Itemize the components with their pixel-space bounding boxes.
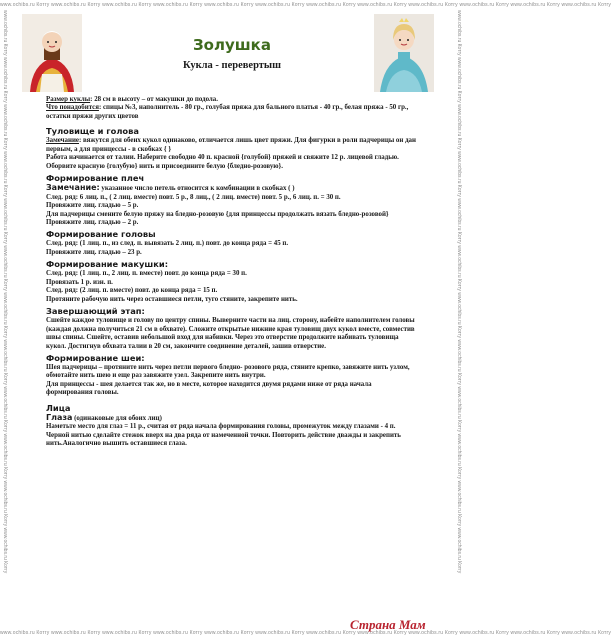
materials-line: Что понадобится: спицы №3, наполнитель - 80 гр., голубая пряжа для бального платья - 40 гр., белая пряжа - 50 гр., остатки пряжи других цветов [46,104,409,120]
face-line-1: Наметьте место для глаз = 11 р., считая от ряда начала формирования головы, промежуток между глазами - 4 п. [46,423,396,431]
page-border-bottom: www.ochibs.ru Котry www.ochibs.ru Котry www.ochibs.ru Котry www.ochibs.ru Котry www.ochibs.ru Котry www.ochibs.ru Котry www.ochibs.ru Котry www.ochibs.ru Котry www.ochibs.ru Котry www.ochibs.ru Котry www.ochibs.ru Котry www.ochibs.ru Котry [0,630,611,636]
face-line-2: Черной нитью сделайте стежок вверх на два ряда от намеченной точки. Повторить действие дважды и закрепить нить.Аналогично вышить оставшиеся глаза. [46,431,401,448]
page-subtitle: Кукла - перевертыш [182,60,281,71]
shoulders-line-2: Провяжите лиц. гладью – 5 р. [46,202,139,210]
head-line-1: След. ряд: (1 лиц. п., из след. п. вывязать 2 лиц. п.) повт. до конца ряда = 45 п. [46,240,289,248]
page-border-right: www.ochibs.ru Котry www.ochibs.ru Котry www.ochibs.ru Котry www.ochibs.ru Котry www.ochibs.ru Котry www.ochibs.ru Котry www.ochibs.ru Котry www.ochibs.ru Котry www.ochibs.ru Котry www.ochibs.ru Котry www.ochibs.ru Котry www.ochibs.ru Котry [456,10,462,574]
crown-line-1: След. ряд: (1 лиц. п., 2 лиц. п. вместе) повт. до конца ряда = 30 п. [46,270,247,278]
heading-torso: Туловище и голова [46,126,139,137]
page-border-top: www.ochibs.ru Котry www.ochibs.ru Котry www.ochibs.ru Котry www.ochibs.ru Котry www.ochibs.ru Котry www.ochibs.ru Котry www.ochibs.ru Котry www.ochibs.ru Котry www.ochibs.ru Котry www.ochibs.ru Котry www.ochibs.ru Котry www.ochibs.ru Котry [0,2,611,8]
crown-line-3: След. ряд: (2 лиц. п. вместе) повт. до конца ряда = 15 п. [46,287,218,295]
heading-head: Формирование головы [46,229,156,240]
shoulders-line-4: Провяжите лиц. гладью – 2 р. [46,218,139,226]
page-border-left: www.ochibs.ru Котry www.ochibs.ru Котry www.ochibs.ru Котry www.ochibs.ru Котry www.ochibs.ru Котry www.ochibs.ru Котry www.ochibs.ru Котry www.ochibs.ru Котry www.ochibs.ru Котry www.ochibs.ru Котry www.ochibs.ru Котry www.ochibs.ru Котry [2,10,8,574]
size-line: Размер куклы: 28 см в высоту – от макушки до подола. [46,96,218,103]
shoulders-note: Замечание: указанное число петель относится к комбинации в скобках ( ) [46,183,295,193]
head-line-2: Провяжите лиц. гладью – 23 р. [46,248,142,256]
eyes-heading: Глаза (одинаковые для обоих лиц) [46,412,162,422]
heading-face: Лица [46,402,71,413]
pattern-text [46,96,418,449]
heading-neck: Формирование шеи: [46,352,145,363]
neck-line-2: Для принцессы - шея делается так же, но в месте, которое находится двумя рядами ниже от ряда начала формирования головы. [46,380,372,397]
torso-note: Замечание: вяжутся для обеих кукол одинаково, отличается лишь цвет пряжи. Для фигурки в роли падчерицы он дан первым, а для принцессы - в скобках { } [46,137,416,153]
torso-line-1: Работа начинается от талии. Наберите свободно 40 п. красной {голубой} пряжей и свяжите 12 р. лицевой гладью. [46,154,399,162]
shoulders-line-3: Для падчерицы смените белую пряжу на бледно-розовую {для принцессы продолжать вязать бледно-розовой} [46,210,389,218]
page-title: Золушка [193,36,271,54]
neck-line-1: Шея падчерицы – протяните нить через петли первого бледно- розового ряда, стяните крепко, завяжите нить узлом, обмотайте нить шею и еще раз завяжите узел. Закрепите нить внутри. [46,363,410,380]
crown-line-2: Провязать 1 р. изн. п. [46,278,113,286]
final-text: Сшейте каждое туловище и голову по центру спины. Выверните части на лиц. сторону, набейте наполнителем головы (каждая должна получиться 21 см в обхвате). Сложите открытые нижние края туловищ двух кукол вместе, совместив швы спины. Сшейте, оставив небольшой вход для набивки. Через это отверстие продолжите набивать туловища кукол. Достигнув обхвата талии в 20 см, закончите соединение деталей, зашив отверстие. [46,317,415,350]
heading-shoulders: Формирование плеч [46,173,145,184]
heading-final: Завершающий этап: [46,306,145,317]
site-logo: Страна Мам [350,617,426,632]
torso-line-2: Оборвите красную {голубую} нить и присоедините белую {бледно-розовую}. [46,162,283,170]
crown-line-4: Протяните рабочую нить через оставшиеся петли, туго стяните, закрепите нить. [46,295,298,303]
heading-crown: Формирование макушки: [46,259,169,270]
shoulders-line-1: След. ряд: 6 лиц. п., ( 2 лиц. вместе) повт. 5 р., 8 лиц., ( 2 лиц. вместе) повт. 5 р., 6 лиц. п. = 30 п. [46,193,341,201]
